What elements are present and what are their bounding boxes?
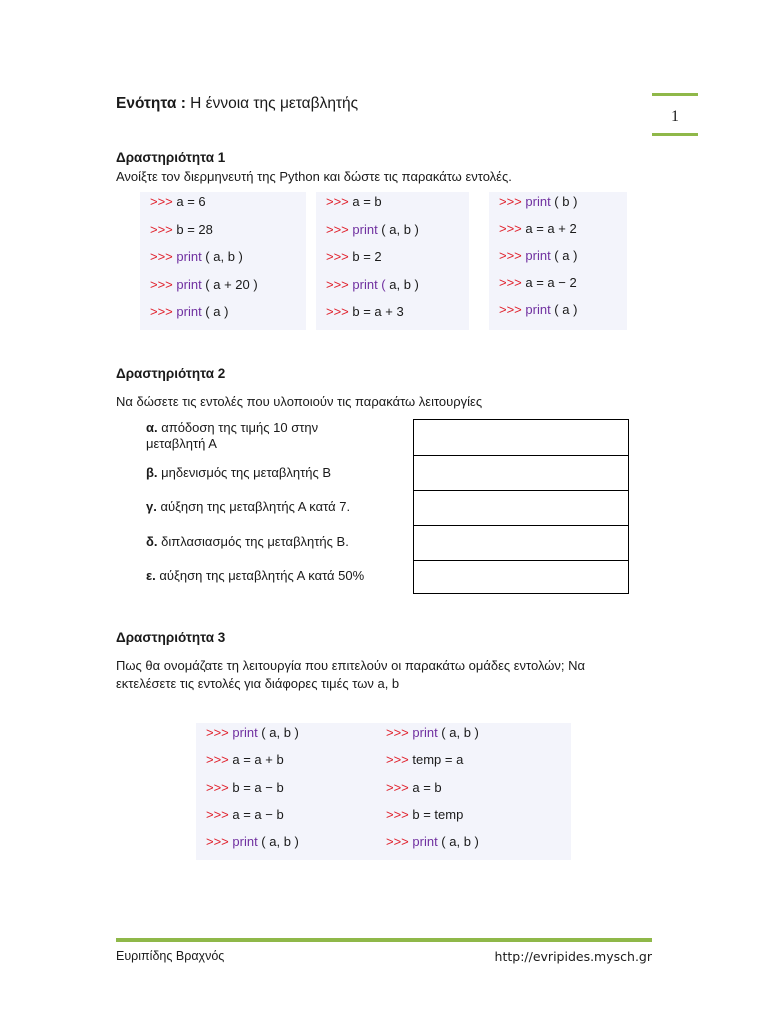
- code-keyword: print: [352, 221, 378, 237]
- activity3-heading: Δραστηριότητα 3: [116, 630, 226, 645]
- code-keyword: print: [412, 834, 438, 850]
- footer-rule: [116, 938, 652, 942]
- prompt-symbol: >>>: [206, 779, 233, 795]
- prompt-symbol: >>>: [150, 249, 177, 264]
- code-line: [150, 304, 228, 319]
- task-d-text: διπλασιασμός της μεταβλητής Β.: [157, 534, 349, 549]
- code-text: a = a + b: [232, 752, 284, 768]
- prompt-symbol: >>>: [499, 248, 526, 263]
- code-line: [206, 834, 299, 849]
- activity1-heading: Δραστηριότητα 1: [116, 150, 226, 165]
- task-b-text: μηδενισμός της μεταβλητής Β: [157, 465, 332, 480]
- code-line: [206, 725, 299, 740]
- code-line: [206, 807, 284, 822]
- task-c-text: αύξηση της μεταβλητής Α κατά 7.: [156, 499, 351, 514]
- prompt-symbol: >>>: [386, 834, 413, 850]
- task-c-letter: γ.: [146, 499, 157, 514]
- code-block-3b: [376, 723, 571, 860]
- code-block-3: [196, 723, 571, 860]
- code-block-1b: [316, 192, 469, 330]
- task-e-letter: ε.: [146, 568, 156, 583]
- activity1-instruction: Ανοίξτε τον διερμηνευτή της Python και δώστε τις παρακάτω εντολές.: [116, 169, 512, 184]
- prompt-symbol: >>>: [499, 275, 526, 290]
- code-line: [499, 248, 577, 263]
- code-text: a = a − 2: [525, 275, 577, 290]
- code-text: b = a − b: [232, 779, 284, 795]
- page-number-top-rule: [652, 93, 698, 96]
- prompt-symbol: >>>: [206, 834, 233, 850]
- prompt-symbol: >>>: [386, 806, 413, 822]
- prompt-symbol: >>>: [499, 302, 526, 317]
- task-a: [146, 420, 318, 452]
- code-line: [150, 194, 206, 209]
- task-a-letter: α.: [146, 420, 158, 435]
- code-text: ( a ): [550, 302, 578, 317]
- code-line: [326, 194, 382, 209]
- code-keyword: print: [412, 725, 438, 740]
- task-a-text-line2: μεταβλητή Α: [146, 436, 217, 451]
- code-text: ( a, b ): [257, 725, 299, 740]
- task-a-text: απόδοση της τιμής 10 στην: [157, 420, 319, 435]
- answer-box-e[interactable]: [413, 560, 629, 594]
- code-text: a = a − b: [232, 806, 284, 822]
- prompt-symbol: >>>: [150, 304, 177, 319]
- code-keyword: print: [525, 248, 551, 263]
- prompt-symbol: >>>: [150, 221, 177, 237]
- code-text: a = a + 2: [525, 221, 577, 236]
- code-text: b = 28: [176, 221, 213, 237]
- prompt-symbol: >>>: [150, 276, 177, 292]
- prompt-symbol: >>>: [386, 725, 413, 740]
- code-line: [326, 249, 382, 264]
- code-text: b = a + 3: [352, 304, 404, 319]
- code-keyword: print: [176, 249, 202, 264]
- prompt-symbol: >>>: [206, 806, 233, 822]
- code-line: [206, 752, 284, 767]
- code-text: b = temp: [412, 806, 464, 822]
- code-text: ( a, b ): [257, 834, 299, 850]
- code-text: a = b: [412, 779, 442, 795]
- code-line: [206, 780, 284, 795]
- prompt-symbol: >>>: [386, 779, 413, 795]
- page-number: 1: [671, 108, 679, 125]
- title-rest: Η έννοια της μεταβλητής: [185, 95, 359, 112]
- code-line: [386, 834, 479, 849]
- code-line: [386, 752, 463, 767]
- code-line: [150, 249, 243, 264]
- task-c: [146, 499, 350, 515]
- prompt-symbol: >>>: [386, 752, 413, 768]
- code-text: ( b ): [550, 194, 578, 209]
- code-line: [386, 725, 479, 740]
- code-text: ( a, b ): [377, 221, 419, 237]
- activity3-instruction-line2: εκτελέσετε τις εντολές για διάφορες τιμές των a, b: [116, 676, 400, 691]
- code-keyword: print: [176, 304, 202, 319]
- code-text: b = 2: [352, 249, 382, 264]
- code-text: ( a, b ): [201, 249, 243, 264]
- code-text: ( a + 20 ): [201, 276, 258, 292]
- page-number-bottom-rule: [652, 133, 698, 136]
- prompt-symbol: >>>: [499, 221, 526, 236]
- code-block-1c: [489, 192, 627, 330]
- activity3-instruction-line1: Πως θα ονομάζατε τη λειτουργία που επιτελούν οι παρακάτω ομάδες εντολών; Να: [116, 658, 586, 673]
- code-line: [499, 221, 577, 236]
- code-keyword: print: [232, 725, 258, 740]
- prompt-symbol: >>>: [326, 221, 353, 237]
- prompt-symbol: >>>: [499, 194, 526, 209]
- code-text: ( a, b ): [437, 725, 479, 740]
- footer-url[interactable]: http://evripides.mysch.gr: [494, 949, 652, 964]
- code-line: [150, 277, 258, 292]
- page-title: [116, 95, 358, 113]
- code-text: temp = a: [412, 752, 464, 768]
- prompt-symbol: >>>: [326, 304, 353, 319]
- code-line: [499, 194, 577, 209]
- code-line: [499, 275, 577, 290]
- code-keyword: print: [525, 194, 551, 209]
- title-bold: Ενότητα :: [116, 95, 186, 112]
- code-block-1a: [140, 192, 306, 330]
- prompt-symbol: >>>: [326, 194, 353, 209]
- code-line: [150, 222, 213, 237]
- code-text: a = b: [352, 194, 382, 209]
- code-keyword: print: [176, 276, 202, 292]
- prompt-symbol: >>>: [326, 249, 353, 264]
- answer-box-d[interactable]: [413, 525, 629, 561]
- answer-box-b[interactable]: [413, 455, 629, 491]
- task-e: [146, 568, 364, 584]
- code-line: [499, 302, 577, 317]
- prompt-symbol: >>>: [206, 725, 233, 740]
- code-keyword: print (: [352, 276, 386, 292]
- code-text: ( a ): [550, 248, 578, 263]
- task-d: [146, 534, 349, 550]
- code-keyword: print: [232, 834, 258, 850]
- code-line: [326, 222, 419, 237]
- answer-box-a[interactable]: [413, 419, 629, 456]
- code-line: [386, 780, 442, 795]
- code-keyword: print: [525, 302, 551, 317]
- code-line: [326, 304, 404, 319]
- code-text: a, b ): [385, 276, 419, 292]
- code-line: [326, 277, 419, 292]
- task-b-letter: β.: [146, 465, 158, 480]
- code-text: ( a, b ): [437, 834, 479, 850]
- footer-author: Ευριπίδης Βραχνός: [116, 949, 225, 963]
- prompt-symbol: >>>: [326, 276, 353, 292]
- prompt-symbol: >>>: [150, 194, 177, 209]
- code-line: [386, 807, 463, 822]
- prompt-symbol: >>>: [206, 752, 233, 768]
- task-e-text: αύξηση της μεταβλητής Α κατά 50%: [155, 568, 365, 583]
- code-text: ( a ): [201, 304, 229, 319]
- code-text: a = 6: [176, 194, 206, 209]
- answer-box-c[interactable]: [413, 490, 629, 526]
- activity2-heading: Δραστηριότητα 2: [116, 366, 226, 381]
- code-block-3a: [196, 723, 376, 860]
- task-b: [146, 465, 331, 481]
- activity2-instruction: Να δώσετε τις εντολές που υλοποιούν τις παρακάτω λειτουργίες: [116, 394, 483, 409]
- task-d-letter: δ.: [146, 534, 158, 549]
